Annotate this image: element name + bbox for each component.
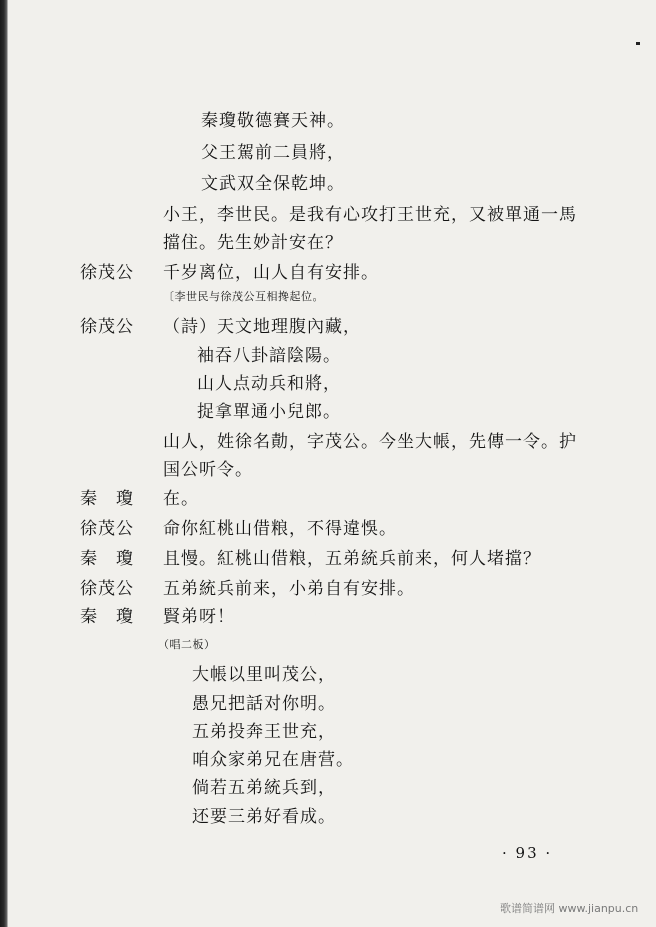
poem-line: 袖吞八卦諳陰陽。 <box>197 346 341 366</box>
site-watermark: 歌谱简谱网 www.jianpu.cn <box>500 902 639 915</box>
song-line: 五弟投奔王世充， <box>192 722 336 742</box>
song-line: 还要三弟好看成。 <box>192 807 336 827</box>
dialogue-line: 国公听令。 <box>163 460 253 480</box>
speaker-xu-maogong: 徐茂公 <box>80 579 134 599</box>
dialogue-line: 且慢。紅桃山借粮，五弟統兵前来，何人堵擋？ <box>163 549 541 569</box>
song-line: 咱众家弟兄在唐营。 <box>192 750 354 770</box>
speaker-qin-qiong: 秦 瓊 <box>80 607 134 627</box>
dialogue-line: 山人，姓徐名勣，字茂公。今坐大帳，先傳一令。护 <box>163 432 577 452</box>
poem-line: 山人点动兵和將， <box>197 374 341 394</box>
verse-line: 秦瓊敬德賽天神。 <box>201 111 345 131</box>
song-line: 倘若五弟統兵到， <box>192 778 336 798</box>
dialogue-line: 五弟統兵前来，小弟自有安排。 <box>163 579 415 599</box>
dialogue-line: 千岁离位，山人自有安排。 <box>163 263 379 283</box>
dialogue-line: 在。 <box>163 489 199 509</box>
poem-line: 捉拿單通小兒郎。 <box>197 402 341 422</box>
speaker-qin-qiong: 秦 瓊 <box>80 489 134 509</box>
speaker-qin-qiong: 秦 瓊 <box>80 549 134 569</box>
song-line: 愚兄把話对你明。 <box>192 694 336 714</box>
dialogue-line: 擋住。先生妙計安在？ <box>163 233 343 253</box>
verse-line: 文武双全保乾坤。 <box>201 174 345 194</box>
verse-line: 父王駕前二員將， <box>201 143 345 163</box>
song-line: 大帳以里叫茂公， <box>192 665 336 685</box>
scan-speck <box>636 42 640 45</box>
speaker-xu-maogong: 徐茂公 <box>80 519 134 539</box>
binding-shadow <box>0 0 8 927</box>
dialogue-line: 小王，李世民。是我有心攻打王世充，又被單通一馬 <box>163 205 577 225</box>
speaker-xu-maogong: 徐茂公 <box>80 317 134 337</box>
speaker-xu-maogong: 徐茂公 <box>80 263 134 283</box>
song-direction: （唱二板） <box>158 638 216 651</box>
poem-line: （詩）天文地理腹內藏， <box>163 317 361 337</box>
stage-direction: 〔李世民与徐茂公互相搀起位。 <box>163 290 324 303</box>
dialogue-line: 賢弟呀！ <box>163 607 235 627</box>
page-number: · 93 · <box>502 844 553 862</box>
dialogue-line: 命你紅桃山借粮，不得違悞。 <box>163 519 397 539</box>
